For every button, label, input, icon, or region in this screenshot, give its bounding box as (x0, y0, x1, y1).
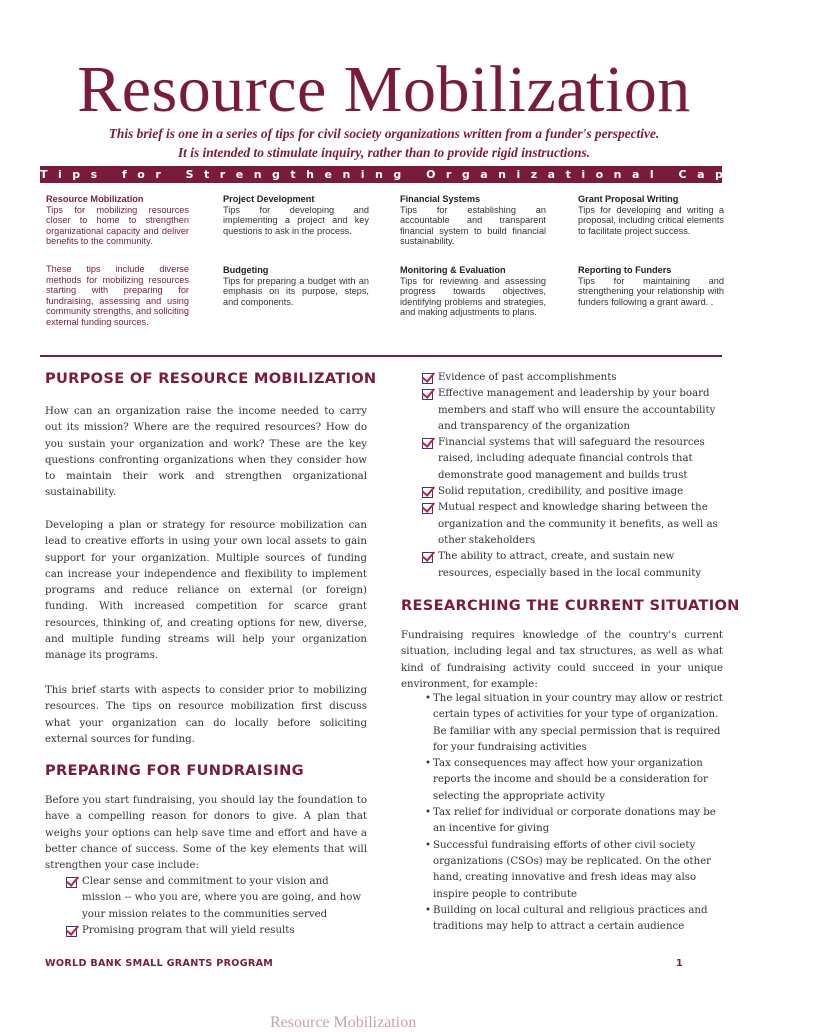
purpose-paragraph-1: How can an organization raise the income needed to carry out its mission? Where are the required resources? How do you sustain your organization and work? These are the key questions confronting organizations when they consider how to maintain their work and strengthen organizational sustainability. (45, 406, 367, 499)
checklist-item (66, 874, 366, 923)
tip-body: Tips for establishing an accountable and transparent financial system to build financial sustainability. (400, 204, 546, 247)
page-title: Resource Mobilization (77, 53, 691, 126)
tip-heading: Financial Systems (400, 194, 481, 204)
bullet-item: • Building on local cultural and religious practices and traditions may help to attract a certain audience (425, 903, 723, 936)
checkbox-checked-icon (422, 389, 433, 400)
researching-paragraph: Fundraising requires knowledge of the country's current situation, including legal and tax structures, as well as what kind of fundraising activity could succeed in your unique environment, for example: (401, 630, 723, 690)
purpose-paragraph-3: This brief starts with aspects to consider prior to mobilizing resources. The tips on resource mobilization first discuss what your organization can do locally before soliciting external sources for funding. (45, 685, 367, 745)
tip-grant-proposal-writing (578, 194, 724, 236)
tips-band: Tips for Strengthening Organizational Capacity (40, 168, 816, 181)
right-checklist (422, 370, 722, 582)
checklist-text: Mutual respect and knowledge sharing between the organization and the community it benefits, as well as other stakeholders (438, 502, 718, 546)
checklist-item (422, 386, 722, 435)
checklist-item (422, 500, 722, 549)
tip-heading: Budgeting (223, 265, 269, 275)
checklist-text: Promising program that will yield results (82, 924, 295, 936)
tip-heading: Reporting to Funders (578, 265, 672, 275)
bullet-item: • Tax consequences may affect how your organization reports the income and should be a consideration for selecting the appropriate activity (425, 756, 723, 805)
checklist-text: Effective management and leadership by your board members and staff who will ensure the accountability and transparency of the organization (438, 388, 716, 432)
checklist-text: Solid reputation, credibility, and positive image (438, 486, 684, 498)
tip-financial-systems (400, 194, 546, 247)
bullet-item: • Successful fundraising efforts of other civil society organizations (CSOs) may be replicated. On the other hand, creating innovative and fresh ideas may also inspire people to contribute (425, 838, 723, 903)
tip-resource-mobilization-detail (46, 264, 189, 328)
tip-body: Tips for developing and implementing a project and key questions to ask in the process. (223, 204, 369, 236)
heading-preparing: PREPARING FOR FUNDRAISING (45, 762, 304, 779)
checkbox-checked-icon (422, 503, 433, 514)
checklist-item (422, 484, 722, 500)
tip-reporting-to-funders (578, 265, 724, 307)
tip-project-development (223, 194, 369, 236)
intro-line-1: This brief is one in a series of tips for civil society organizations written from a funder's perspective. (108, 126, 660, 141)
bullet-item: • Tax relief for individual or corporate donations may be an incentive for giving (425, 805, 723, 838)
tip-budgeting (223, 265, 369, 307)
researching-bullets (425, 691, 723, 935)
tip-body: Tips for developing and writing a proposal, including critical elements to facilitate project success. (578, 204, 724, 236)
heading-researching: RESEARCHING THE CURRENT SITUATION (401, 597, 740, 614)
tip-body: These tips include diverse methods for mobilizing resources starting with preparing for fundraising, assessing and using community strengths, and soliciting external funding sources. (46, 264, 189, 327)
tip-heading: Project Development (223, 194, 315, 204)
checkbox-checked-icon (66, 926, 77, 937)
checklist-item (422, 435, 722, 484)
section-divider (40, 355, 722, 357)
tip-heading: Grant Proposal Writing (578, 194, 679, 204)
tip-body: Tips for reviewing and assessing progress towards objectives, identifying problems and strategies, and making adjustments to plans. (400, 275, 546, 318)
intro-line-2: It is intended to stimulate inquiry, rather than to provide rigid instructions. (177, 145, 591, 160)
intro-text (60, 124, 708, 162)
checkbox-checked-icon (66, 877, 77, 888)
purpose-paragraph-2: Developing a plan or strategy for resource mobilization can lead to creative efforts in using your own local assets to gain support for your organization. Multiple sources of funding can increase your independence and flexibility to implement programs and reduce reliance on external (or foreign) funding. With increased competition for scarce grant resources, thinking of, and creating options for new, diverse, and multiple funding streams will help your organization manage its programs. (45, 520, 367, 662)
footer-program-name: WORLD BANK SMALL GRANTS PROGRAM (45, 958, 274, 969)
tip-resource-mobilization (46, 194, 189, 247)
checklist-text: The ability to attract, create, and sustain new resources, especially based in the local community (438, 551, 702, 579)
checkbox-checked-icon (422, 438, 433, 449)
tip-body: Tips for preparing a budget with an emphasis on its purpose, steps, and components. (223, 275, 369, 307)
checkbox-checked-icon (422, 552, 433, 563)
heading-purpose: PURPOSE OF RESOURCE MOBILIZATION (45, 370, 377, 387)
tip-body: Tips for mobilizing resources closer to home to strengthen organizational capacity and deliver benefits to the community. (46, 204, 189, 247)
checklist-item (422, 549, 722, 582)
checkbox-checked-icon (422, 487, 433, 498)
tip-body: Tips for maintaining and strengthening your relationship with funders following a grant award. . (578, 275, 724, 307)
tip-heading: Resource Mobilization (46, 194, 144, 204)
checklist-text: Financial systems that will safeguard the resources raised, including adequate financial controls that demonstrate good management and builds trust (438, 437, 705, 481)
checklist-item (422, 370, 722, 386)
checkbox-checked-icon (422, 373, 433, 384)
next-page-header: Resource Mobilization (270, 1014, 417, 1031)
preparing-checklist (66, 874, 366, 939)
preparing-paragraph: Before you start fundraising, you should lay the foundation to have a compelling reason for donors to give. A plan that weighs your options can help save time and effort and have a better chance of success. Some of the key elements that will strengthen your case include: (45, 795, 367, 872)
tip-monitoring-evaluation (400, 265, 546, 318)
checklist-item (66, 923, 366, 939)
checklist-text: Clear sense and commitment to your vision and mission -- who you are, where you are going, and how your mission relates to the communities served (82, 876, 362, 920)
tip-heading: Monitoring & Evaluation (400, 265, 506, 275)
checklist-text: Evidence of past accomplishments (438, 372, 617, 383)
page-number: 1 (676, 958, 683, 969)
bullet-item: • The legal situation in your country may allow or restrict certain types of activities for your type of organization. Be familiar with any special permission that is required for your fundraising activities (425, 691, 723, 756)
